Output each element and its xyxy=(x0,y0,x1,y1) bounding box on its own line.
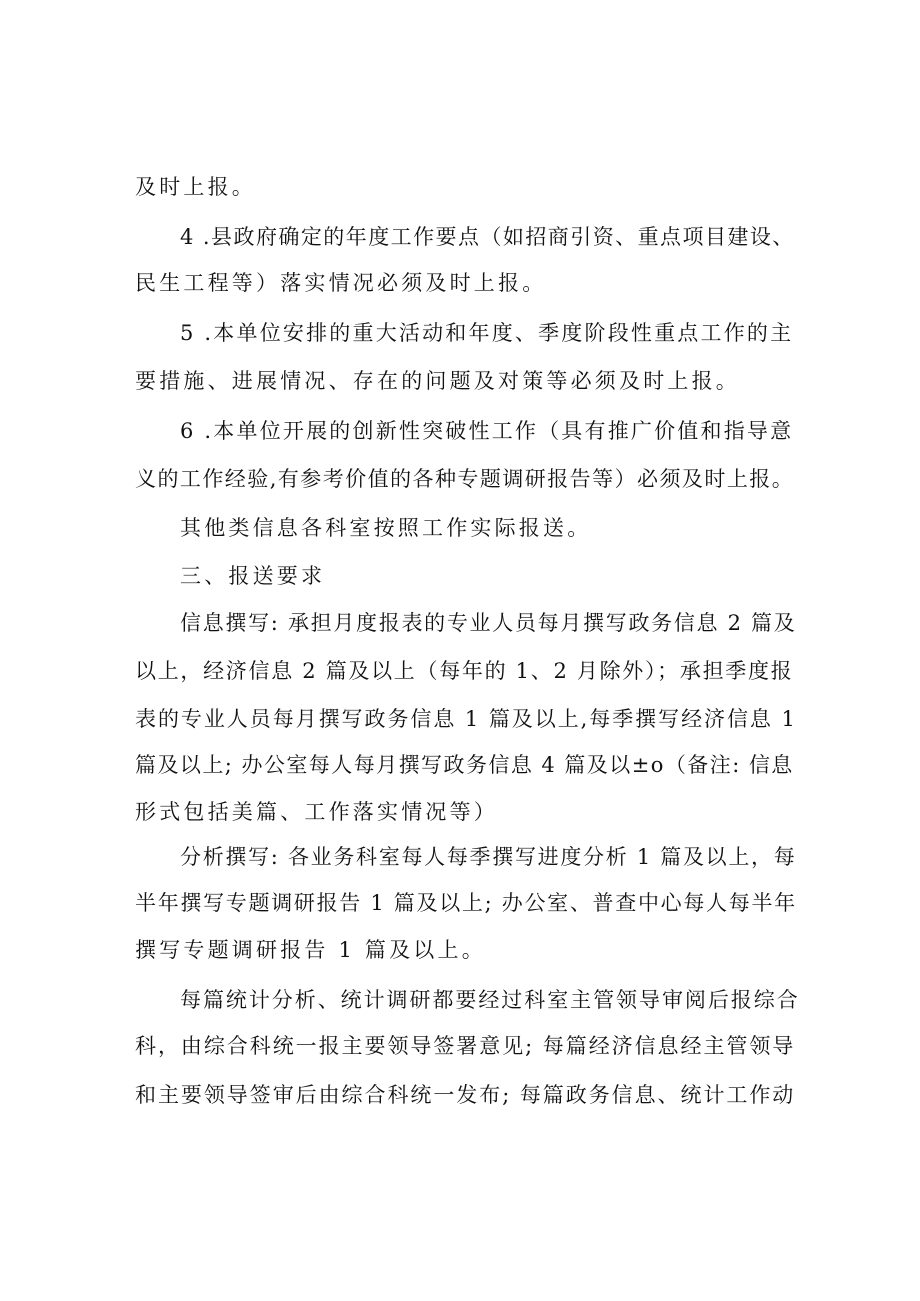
other-info-line: 其他类信息各科室按照工作实际报送。 xyxy=(180,516,592,540)
analysis-writing-line-3: 撰写专题调研报告 1 篇及以上。 xyxy=(135,938,486,962)
analysis-writing-line-1: 分析撰写: 各业务科室每人每季撰写进度分析 1 篇及以上，每 xyxy=(180,845,797,869)
info-writing-line-3: 表的专业人员每月撰写政务信息 1 篇及以上,每季撰写经济信息 1 xyxy=(135,707,797,731)
section-heading: 三、报送要求 xyxy=(180,564,326,588)
item-5-line-2: 要措施、进展情况、存在的问题及对策等必须及时上报。 xyxy=(135,369,740,393)
info-writing-line-1: 信息撰写: 承担月度报表的专业人员每月撰写政务信息 2 篇及 xyxy=(180,611,797,635)
info-writing-line-2: 以上，经济信息 2 篇及以上（每年的 1、2 月除外）；承担季度报 xyxy=(135,659,794,683)
review-line-1: 每篇统计分析、统计调研都要经过科室主管领导审阅后报综合 xyxy=(180,988,800,1012)
review-line-2: 科，由综合科统一报主要领导签署意见; 每篇经济信息经主管领导 xyxy=(135,1034,796,1058)
info-writing-line-4: 篇及以上; 办公室每人每月撰写政务信息 4 篇及以±o（备注: 信息 xyxy=(135,753,794,777)
text-line-1: 及时上报。 xyxy=(135,175,256,199)
info-writing-line-5: 形式包括美篇、工作落实情况等） xyxy=(135,800,498,824)
item-6-line-2: 义的工作经验,有参考价值的各种专题调研报告等）必须及时上报。 xyxy=(135,467,795,491)
analysis-writing-line-2: 半年撰写专题调研报告 1 篇及以上; 办公室、普查中心每人每半年 xyxy=(135,891,797,915)
item-4-line-2: 民生工程等）落实情况必须及时上报。 xyxy=(135,271,547,295)
item-4-line-1: 4 .县政府确定的年度工作要点（如招商引资、重点项目建设、 xyxy=(180,225,795,249)
item-6-line-1: 6 .本单位开展的创新性突破性工作（具有推广价值和指导意 xyxy=(180,419,794,443)
item-5-line-1: 5 .本单位安排的重大活动和年度、季度阶段性重点工作的主 xyxy=(180,321,794,345)
review-line-3: 和主要领导签审后由综合科统一发布; 每篇政务信息、统计工作动 xyxy=(135,1083,796,1107)
